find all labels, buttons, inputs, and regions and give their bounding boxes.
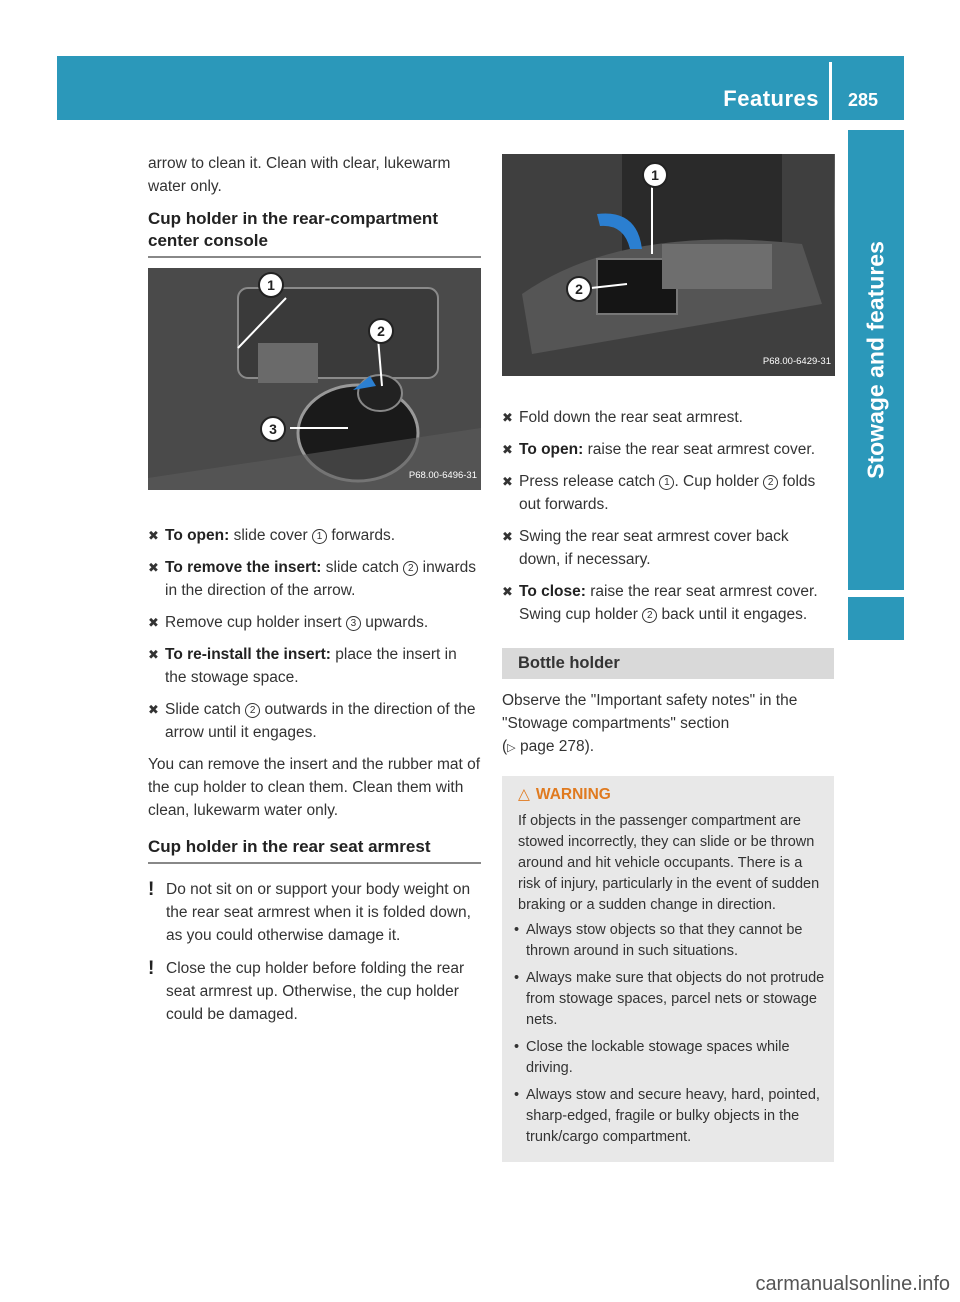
bottle-holder-text: Observe the "Important safety notes" in the "Stowage compartments" section (▷ page 278). — [502, 692, 798, 755]
warning-text: If objects in the passenger compartment are stowed incorrectly, they can slide or be thrown around and hit vehicle occupants. There is a risk of injury, particularly in the event of sudden braking or a sudden change in direction. — [518, 813, 820, 913]
step-swing-back: ✖ Swing the rear seat armrest cover back down, if necessary. — [502, 525, 834, 571]
callout-3: 3 — [260, 416, 286, 442]
callout-2: 2 — [566, 276, 592, 302]
footer-logo: carmanualsonline.info — [755, 1273, 950, 1295]
remove-note: You can remove the insert and the rubber mat of the cup holder to clean them. Clean them with clean, lukewarm water only. — [148, 756, 481, 819]
page-header — [57, 56, 904, 120]
step-arrow-icon: ✖ — [148, 702, 159, 717]
intro-text: arrow to clean it. Clean with clear, lukewarm water only. — [148, 155, 451, 195]
step-arrow-icon: ✖ — [502, 410, 513, 425]
warning-box — [502, 776, 834, 1162]
step-remove-holder: ✖ Remove cup holder insert 3 upwards. — [148, 611, 481, 634]
step-arrow-icon: ✖ — [148, 528, 159, 543]
callout-2: 2 — [368, 318, 394, 344]
step-open-cover: ✖ To open: raise the rear seat armrest cover. — [502, 438, 834, 461]
warning-heading: △ WARNING — [518, 786, 611, 803]
warning-bullet: • Always make sure that objects do not protrude from stowage spaces, parcel nets or stowage nets. — [514, 970, 825, 1028]
warning-bullet: • Always stow objects so that they cannot be thrown around in such situations. — [514, 922, 803, 959]
page-ref-icon: ▷ — [507, 742, 516, 754]
step-arrow-icon: ✖ — [148, 560, 159, 575]
step-remove-insert: ✖ To remove the insert: slide catch 2 inwards in the direction of the arrow. — [148, 556, 481, 602]
page-number: 285 — [847, 90, 878, 110]
step-arrow-icon: ✖ — [502, 474, 513, 489]
photo-ref: P68.00-6496-31 — [408, 470, 477, 481]
header-title: Features — [723, 86, 819, 111]
step-arrow-icon: ✖ — [148, 647, 159, 662]
console-illustration — [148, 268, 481, 490]
step-arrow-icon: ✖ — [502, 442, 513, 457]
photo-ref: P68.00-6429-31 — [762, 356, 831, 367]
section-title-console: Cup holder in the rear-compartment center console — [148, 208, 481, 258]
caution-icon: ! — [148, 879, 155, 900]
step-arrow-icon: ✖ — [148, 615, 159, 630]
callout-1: 1 — [258, 272, 284, 298]
page-ref-link[interactable]: page 278). — [519, 738, 595, 755]
section-title-armrest: Cup holder in the rear seat armrest — [148, 836, 481, 864]
armrest-cup-holder-photo — [502, 154, 835, 376]
left-column — [148, 152, 481, 1036]
console-cup-holder-photo — [148, 268, 481, 490]
header-separator — [829, 62, 832, 120]
right-column — [502, 152, 834, 1162]
warning-triangle-icon: △ — [518, 786, 530, 803]
note-sit: ! Do not sit on or support your body weight on the rear seat armrest when it is folded down, as you could otherwise damage it. — [148, 879, 471, 944]
warning-bullet: • Close the lockable stowage spaces while driving. — [514, 1039, 790, 1076]
side-tab-label: Stowage and features — [862, 241, 889, 479]
step-reinstall: ✖ To re-install the insert: place the insert in the stowage space. — [148, 643, 481, 689]
side-tab-marker — [848, 597, 904, 640]
callout-1: 1 — [642, 162, 668, 188]
step-fold-down: ✖ Fold down the rear seat armrest. — [502, 406, 834, 429]
step-open: ✖ To open: slide cover 1 forwards. — [148, 524, 481, 547]
side-tab — [848, 130, 904, 590]
step-slide-catch: ✖ Slide catch 2 outwards in the direction of the arrow until it engages. — [148, 698, 481, 744]
step-close: ✖ To close: raise the rear seat armrest cover. Swing cup holder 2 back until it engages. — [502, 580, 834, 626]
caution-icon: ! — [148, 958, 155, 979]
step-arrow-icon: ✖ — [502, 529, 513, 544]
step-arrow-icon: ✖ — [502, 584, 513, 599]
note-close: ! Close the cup holder before folding the rear seat armrest up. Otherwise, the cup holder could be damaged. — [148, 958, 465, 1023]
armrest-illustration — [502, 154, 834, 376]
warning-bullet: • Always stow and secure heavy, hard, pointed, sharp-edged, fragile or bulky objects in the trunk/cargo compartment. — [514, 1087, 820, 1145]
step-press-catch: ✖ Press release catch 1 . Cup holder 2 folds out forwards. — [502, 470, 834, 516]
bottle-holder-heading: Bottle holder — [502, 648, 834, 679]
